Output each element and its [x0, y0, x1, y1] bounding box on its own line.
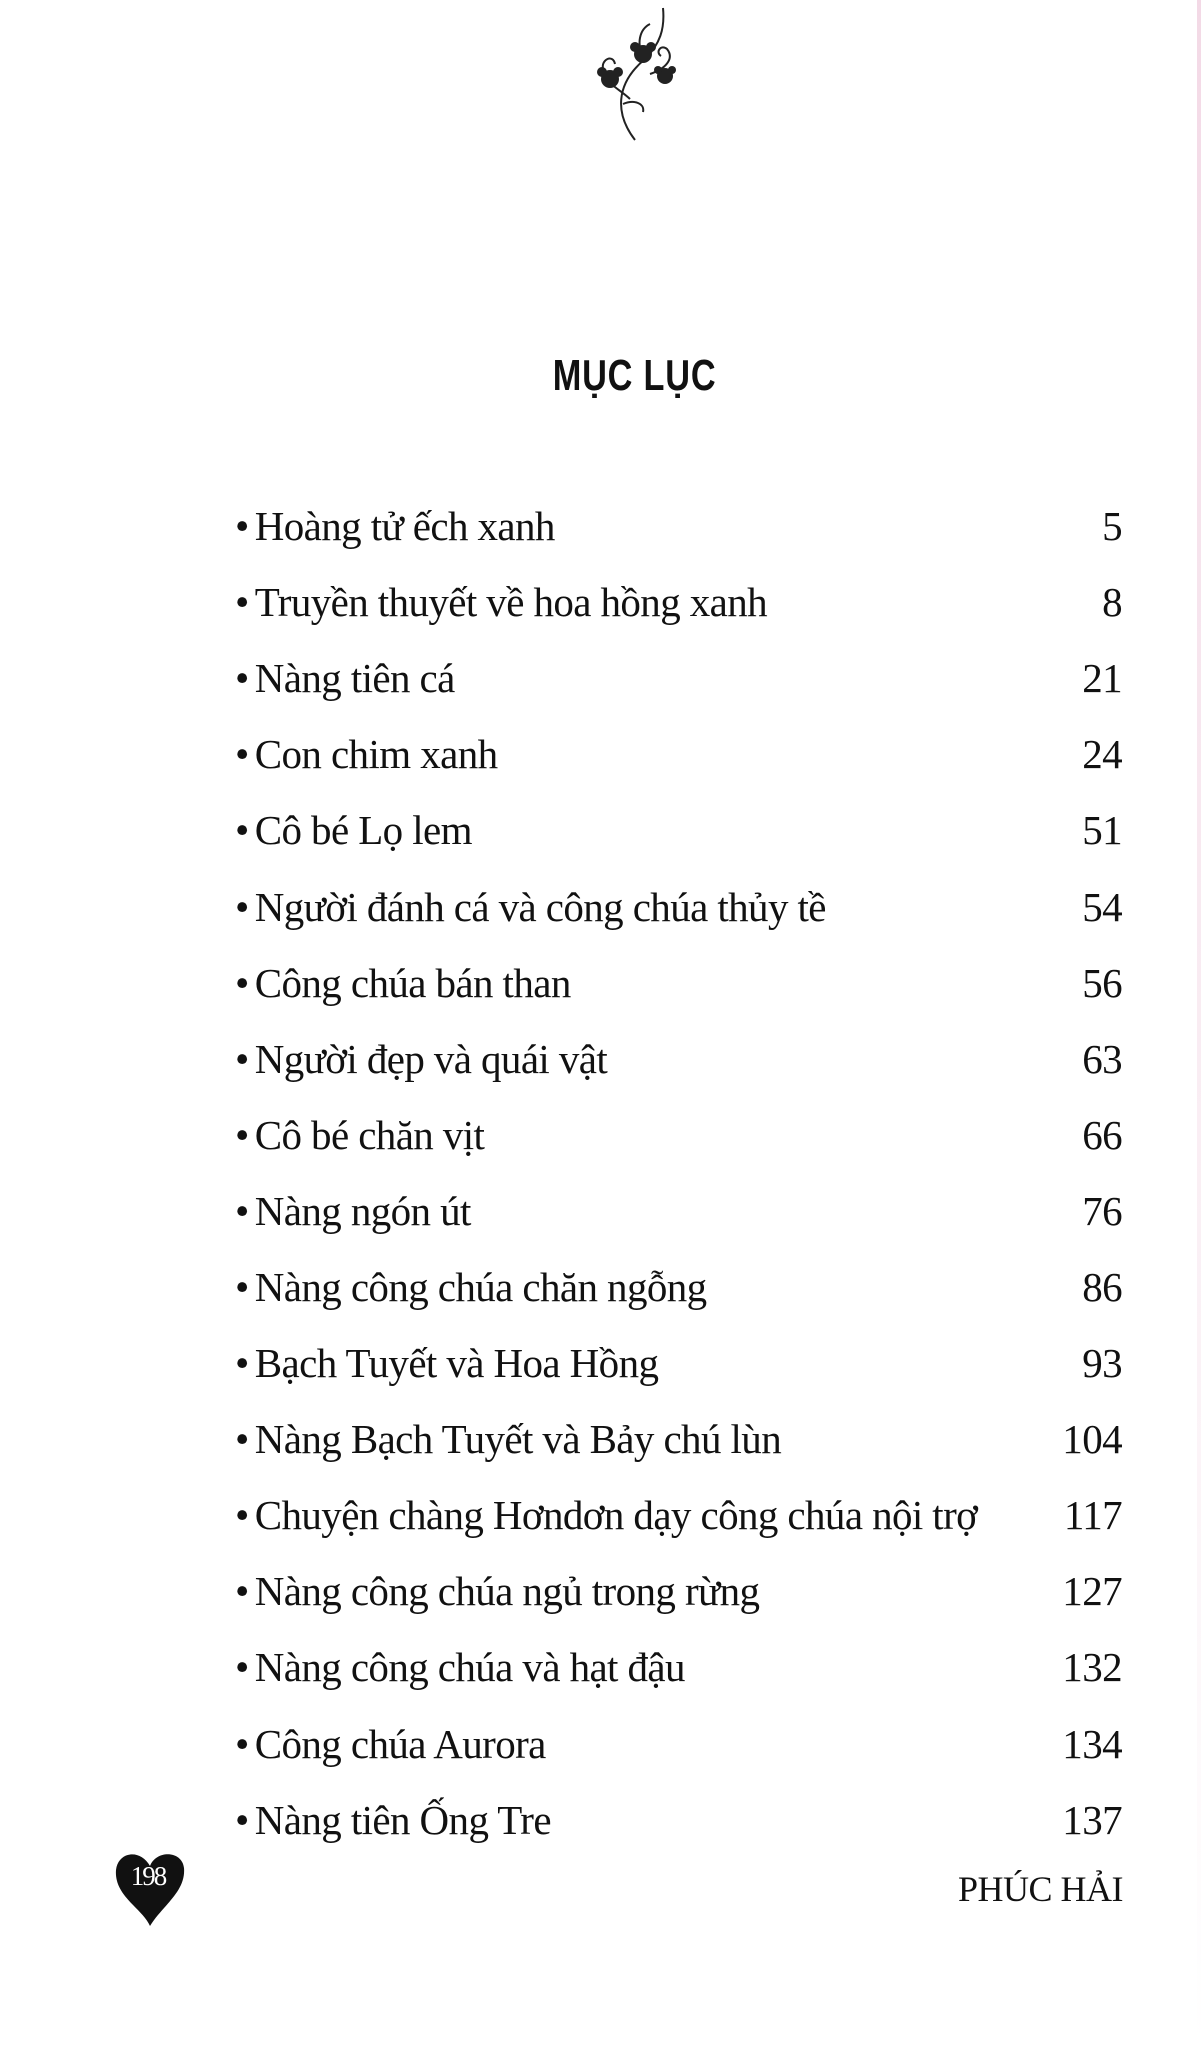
- toc-entry: [235, 1477, 1122, 1553]
- entry-title: • Công chúa Aurora: [235, 1720, 546, 1768]
- page-edge: [1197, 0, 1201, 2048]
- entry-page: 132: [1062, 1644, 1122, 1691]
- toc-entry: [235, 1021, 1122, 1097]
- toc-entry: [235, 1173, 1122, 1249]
- entry-title: • Nàng Bạch Tuyết và Bảy chú lùn: [235, 1415, 781, 1463]
- entry-page: 24: [1082, 731, 1122, 778]
- toc-entry: [235, 1249, 1122, 1325]
- entry-title: • Người đẹp và quái vật: [235, 1035, 607, 1083]
- page-number-badge: [112, 1848, 188, 1928]
- toc-entry: [235, 1629, 1122, 1705]
- entry-title: • Nàng tiên Ống Tre: [235, 1796, 551, 1844]
- toc-entry: [235, 1401, 1122, 1477]
- page-title: MỤC LỤC: [552, 351, 717, 401]
- entry-title: • Người đánh cá và công chúa thủy tề: [235, 883, 826, 931]
- toc-entry: [235, 1553, 1122, 1629]
- entry-title: • Cô bé Lọ lem: [235, 806, 472, 854]
- entry-title: • Nàng tiên cá: [235, 654, 455, 702]
- entry-title: • Cô bé chăn vịt: [235, 1111, 484, 1159]
- toc-entry: [235, 1097, 1122, 1173]
- entry-page: 86: [1082, 1263, 1122, 1310]
- entry-title: • Con chim xanh: [235, 730, 498, 778]
- entry-page: 137: [1062, 1796, 1122, 1843]
- toc-entry: [235, 792, 1122, 868]
- toc-entry: [235, 564, 1122, 640]
- floral-ornament-icon: [575, 4, 685, 142]
- toc-entry: [235, 945, 1122, 1021]
- toc-entry: [235, 640, 1122, 716]
- entry-page: 8: [1102, 579, 1122, 626]
- toc-entry: [235, 1782, 1122, 1858]
- toc-entry: [235, 716, 1122, 792]
- entry-title: • Nàng công chúa và hạt đậu: [235, 1643, 685, 1691]
- toc-entry: [235, 1325, 1122, 1401]
- entry-page: 63: [1082, 1035, 1122, 1082]
- entry-page: 56: [1082, 959, 1122, 1006]
- entry-page: 66: [1082, 1111, 1122, 1158]
- entry-title: • Bạch Tuyết và Hoa Hồng: [235, 1339, 658, 1387]
- toc-entry: [235, 488, 1122, 564]
- entry-page: 104: [1062, 1416, 1122, 1463]
- table-of-contents: [235, 488, 1122, 1858]
- entry-title: • Hoàng tử ếch xanh: [235, 502, 555, 550]
- toc-entry: [235, 868, 1122, 944]
- entry-page: 93: [1082, 1340, 1122, 1387]
- entry-page: 21: [1082, 655, 1122, 702]
- author-name: PHÚC HẢI: [957, 1869, 1123, 1909]
- page-number: 198: [130, 1861, 166, 1891]
- toc-entry: [235, 1706, 1122, 1782]
- entry-page: 54: [1082, 883, 1122, 930]
- entry-title: • Chuyện chàng Hơndơn dạy công chúa nội trợ: [235, 1491, 977, 1539]
- entry-page: 117: [1063, 1492, 1122, 1539]
- entry-page: 51: [1082, 807, 1122, 854]
- entry-title: • Nàng công chúa ngủ trong rừng: [235, 1567, 759, 1615]
- entry-title: • Truyền thuyết về hoa hồng xanh: [235, 578, 767, 626]
- entry-page: 134: [1062, 1720, 1122, 1767]
- entry-page: 76: [1082, 1187, 1122, 1234]
- entry-page: 127: [1062, 1568, 1122, 1615]
- entry-title: • Công chúa bán than: [235, 959, 571, 1007]
- entry-title: • Nàng công chúa chăn ngỗng: [235, 1263, 707, 1311]
- entry-title: • Nàng ngón út: [235, 1187, 471, 1235]
- entry-page: 5: [1102, 503, 1122, 550]
